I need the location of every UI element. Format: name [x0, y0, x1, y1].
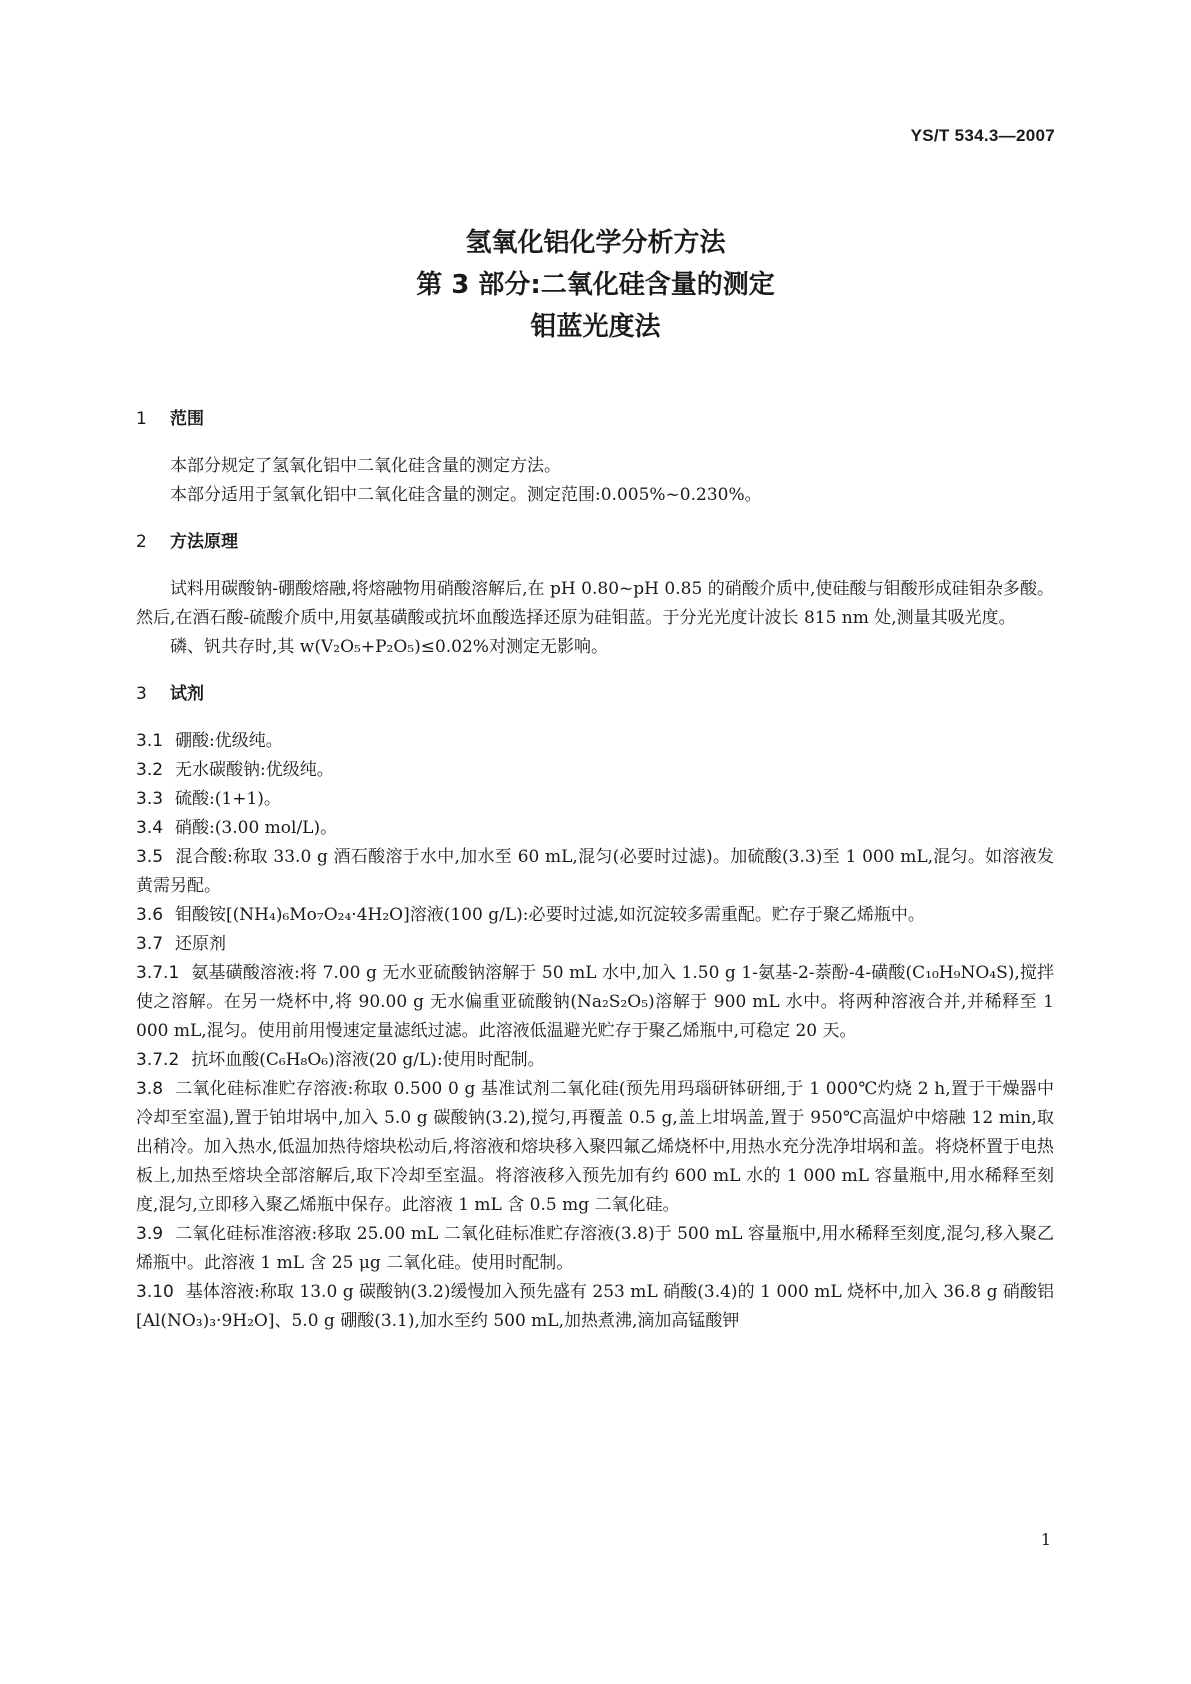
paragraph: 本部分规定了氢氧化铝中二氧化硅含量的测定方法。: [170, 456, 561, 476]
section-number: 1: [136, 409, 147, 429]
section-title: 试剂: [170, 684, 204, 704]
clause-text: 硫酸:(1+1)。: [175, 789, 281, 809]
clause-text: 二氧化硅标准贮存溶液:称取 0.500 0 g 基准试剂二氧化硅(预先用玛瑙研钵研细,于 1 000℃灼烧 2 h,置于干燥器中冷却至室温),置于铂坩埚中,加入 5.0 g 碳酸钠(3.2),搅匀,再覆盖 0.5 g,盖上坩埚盖,置于 950℃高温炉中熔融 12 min,取出稍冷。加入热水,低温加热待熔块松动后,将溶液和熔块移入聚四氟乙烯烧杯中,用热水充分洗净坩埚和盖。将烧杯置于电热板上,加热至熔块全部溶解后,取下冷却至室温。将溶液移入预先加有约 600 mL 水的 1 000 mL 容量瓶中,用水稀释至刻度,混匀,立即移入聚乙烯瓶中保存。此溶液 1 mL 含 0.5 mg 二氧化硅。: [136, 1079, 1054, 1215]
clause-item: [136, 1075, 1054, 1220]
standard-code: YS/T 534.3—2007: [910, 126, 1055, 145]
clause-number: 3.1: [136, 731, 164, 751]
clause-number: 3.7.2: [136, 1050, 180, 1070]
paragraph: 本部分适用于氢氧化铝中二氧化硅含量的测定。测定范围:0.005%~0.230%。: [170, 485, 762, 505]
clause-number: 3.6: [136, 905, 164, 925]
clause-number: 3.4: [136, 818, 164, 838]
clause-text: 还原剂: [175, 934, 227, 954]
clause-number: 3.2: [136, 760, 164, 780]
clause-text: 钼酸铵[(NH₄)₆Mo₇O₂₄·4H₂O]溶液(100 g/L):必要时过滤,如沉淀较多需重配。贮存于聚乙烯瓶中。: [175, 905, 925, 925]
clause-number: 3.7: [136, 934, 164, 954]
clause-item: [136, 843, 1054, 901]
clause-text: 混合酸:称取 33.0 g 酒石酸溶于水中,加水至 60 mL,混匀(必要时过滤)。加硫酸(3.3)至 1 000 mL,混匀。如溶液发黄需另配。: [136, 847, 1054, 896]
paragraph: 磷、钒共存时,其 w(V₂O₅+P₂O₅)≤0.02%对测定无影响。: [170, 637, 608, 657]
title-line-2: 第 3 部分:二氧化硅含量的测定: [416, 270, 775, 300]
paragraph: 试料用碳酸钠-硼酸熔融,将熔融物用硝酸溶解后,在 pH 0.80~pH 0.85 的硝酸介质中,使硅酸与钼酸形成硅钼杂多酸。然后,在酒石酸-硫酸介质中,用氨基磺酸或抗坏血酸选择还原为硅钼蓝。于分光光度计波长 815 nm 处,测量其吸光度。: [136, 579, 1054, 628]
clause-item: [136, 814, 1054, 843]
clause-item: [136, 1278, 1054, 1336]
section-title: 范围: [170, 409, 204, 429]
clause-text: 基体溶液:称取 13.0 g 碳酸钠(3.2)缓慢加入预先盛有 253 mL 硝酸(3.4)的 1 000 mL 烧杯中,加入 36.8 g 硝酸铝[Al(NO₃)₃·9H₂O]、5.0 g 硼酸(3.1),加水至约 500 mL,加热煮沸,滴加高锰酸钾: [136, 1282, 1054, 1331]
clause-number: 3.9: [136, 1224, 164, 1244]
clause-number: 3.5: [136, 847, 164, 867]
title-line-1: 氢氧化铝化学分析方法: [465, 228, 726, 258]
section-heading-principle: [136, 528, 1054, 557]
document-body: [136, 405, 1054, 1336]
clause-item: [136, 930, 1054, 959]
clause-item: [136, 785, 1054, 814]
clause-item: [136, 1220, 1054, 1278]
clause-number: 3.3: [136, 789, 164, 809]
clause-text: 硼酸:优级纯。: [175, 731, 283, 751]
clause-item: [136, 727, 1054, 756]
clause-text: 抗坏血酸(C₆H₈O₆)溶液(20 g/L):使用时配制。: [191, 1050, 545, 1070]
clause-text: 硝酸:(3.00 mol/L)。: [175, 818, 338, 838]
clause-item: [136, 756, 1054, 785]
title-line-3: 钼蓝光度法: [530, 312, 661, 342]
clause-number: 3.10: [136, 1282, 174, 1302]
clause-number: 3.8: [136, 1079, 164, 1099]
clause-item: [136, 959, 1054, 1046]
clause-text: 二氧化硅标准溶液:移取 25.00 mL 二氧化硅标准贮存溶液(3.8)于 500 mL 容量瓶中,用水稀释至刻度,混匀,移入聚乙烯瓶中。此溶液 1 mL 含 25 μg 二氧化硅。使用时配制。: [136, 1224, 1054, 1273]
section-heading-reagents: [136, 680, 1054, 709]
section-heading-scope: [136, 405, 1054, 434]
section-title: 方法原理: [170, 532, 238, 552]
page-number: 1: [1040, 1530, 1051, 1549]
clause-text: 氨基磺酸溶液:将 7.00 g 无水亚硫酸钠溶解于 50 mL 水中,加入 1.50 g 1-氨基-2-萘酚-4-磺酸(C₁₀H₉NO₄S),搅拌使之溶解。在另一烧杯中,将 90.00 g 无水偏重亚硫酸钠(Na₂S₂O₅)溶解于 900 mL 水中。将两种溶液合并,并稀释至 1 000 mL,混匀。使用前用慢速定量滤纸过滤。此溶液低温避光贮存于聚乙烯瓶中,可稳定 20 天。: [136, 963, 1054, 1041]
clause-item: [136, 901, 1054, 930]
clause-item: [136, 1046, 1054, 1075]
section-number: 3: [136, 684, 147, 704]
clause-text: 无水碳酸钠:优级纯。: [175, 760, 334, 780]
section-number: 2: [136, 532, 147, 552]
clause-number: 3.7.1: [136, 963, 180, 983]
document-title: [0, 222, 1191, 348]
